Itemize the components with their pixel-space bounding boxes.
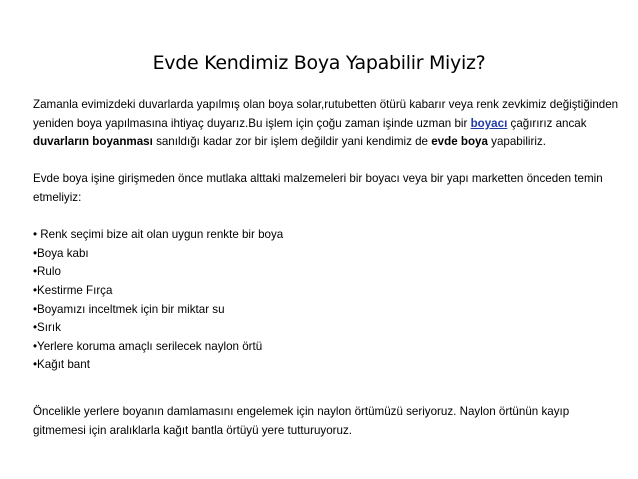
list-item: •Kağıt bant bbox=[33, 358, 90, 372]
slide-body bbox=[33, 96, 623, 440]
intro-text-3: sanıldığı kadar zor bir işlem değildir yani kendimiz de bbox=[152, 135, 432, 149]
closing-paragraph: Öncelikle yerlere boyanın damlamasını engelemek için naylon örtümüzü seriyoruz. Naylon örtünün kayıp gitmemesi için aralıklarla kağıt bantla örtüyü yere tutturuyoruz. bbox=[33, 404, 570, 437]
list-item: •Kestirme Fırça bbox=[33, 283, 113, 297]
intro-text-2: çağırırız ancak bbox=[507, 116, 587, 130]
spacer bbox=[33, 375, 623, 403]
intro-text-4: yapabiliriz. bbox=[487, 135, 546, 149]
list-item: • Renk seçimi bize ait olan uygun renkte bir boya bbox=[33, 228, 284, 242]
materials-list bbox=[33, 226, 623, 375]
list-item: •Boya kabı bbox=[33, 246, 89, 260]
list-item: •Sırık bbox=[33, 321, 61, 335]
list-item: •Rulo bbox=[33, 265, 61, 279]
spacer bbox=[33, 208, 623, 227]
spacer bbox=[33, 152, 623, 171]
materials-intro: Evde boya işine girişmeden önce mutlaka alttaki malzemeleri bir boyacı veya bir yapı marketten önceden temin etmeliyiz: bbox=[33, 172, 603, 204]
intro-bold-2: evde boya bbox=[431, 135, 488, 149]
list-item: •Boyamızı inceltmek için bir miktar su bbox=[33, 302, 225, 316]
intro-text-1: Zamanla evimizdeki duvarlarda yapılmış olan boya solar,rutubetten ötürü kabarır veya renk zevkimiz değiştiğinden yeniden boya yapılmasına ihtiyaç duyarız.Bu işlem için çoğu zaman işinde uzman bir bbox=[33, 98, 619, 130]
list-item: •Yerlere koruma amaçlı serilecek naylon örtü bbox=[33, 339, 263, 353]
slide-title: Evde Kendimiz Boya Yapabilir Miyiz? bbox=[152, 52, 486, 74]
intro-bold-1: duvarların boyanması bbox=[33, 135, 153, 149]
boyaci-link[interactable]: boyacı bbox=[470, 116, 508, 130]
intro-paragraph bbox=[33, 96, 623, 152]
